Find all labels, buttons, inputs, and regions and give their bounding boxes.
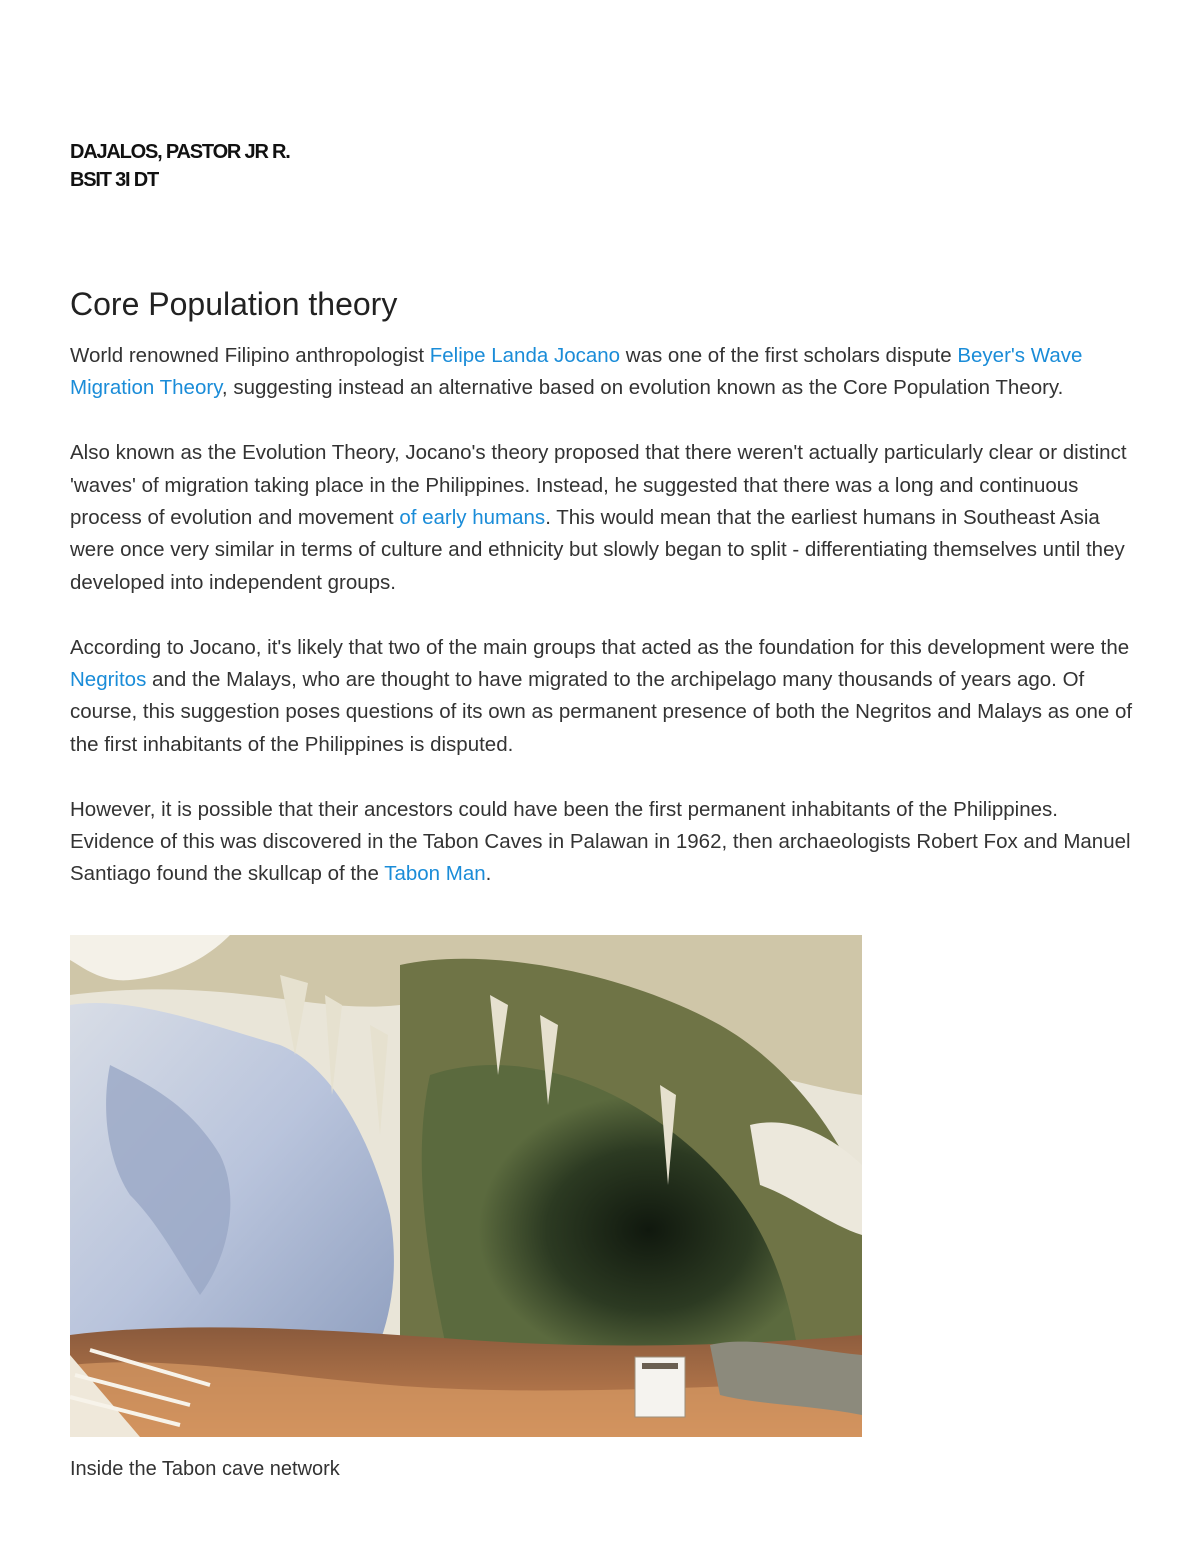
link-early-humans[interactable]: of early humans: [399, 506, 546, 530]
paragraph-text: However, it is possible that their ancestors could have been the first permanent inhabitants of the Philippines. Evidence of this was discovered in the Tabon Caves in Palawan in 1962, then archaeologists Robert Fox and Manuel Santiago found the skullcap of the: [70, 797, 1131, 886]
author-block: [70, 138, 290, 194]
link-tabon-man[interactable]: Tabon Man: [384, 862, 486, 886]
link-negritos[interactable]: Negritos: [70, 668, 147, 692]
article-body: [70, 340, 1140, 891]
paragraph-1: [70, 340, 1140, 405]
paragraph-text: was one of the first scholars dispute: [620, 344, 958, 367]
link-beyers-wave-migration-theory[interactable]: Beyer's Wave Migration Theory: [70, 344, 1083, 400]
tabon-cave-photo: [70, 935, 862, 1437]
link-felipe-landa-jocano[interactable]: Felipe Landa Jocano: [429, 344, 621, 367]
paragraph-text: World renowned Filipino anthropologist: [70, 344, 430, 367]
paragraph-text: , suggesting instead an alternative based on evolution known as the Core Population Theory.: [221, 376, 1064, 400]
photo-caption: Inside the Tabon cave network: [70, 1458, 340, 1480]
paragraph-text: Also known as the Evolution Theory, Jocano's theory proposed that there weren't actually particularly clear or distinct 'waves' of migration taking place in the Philippines. Instead, he suggested that there was a long and continuous process of evolution and movement: [70, 441, 1127, 530]
author-section: BSIT 3I DT: [70, 169, 159, 191]
paragraph-text: According to Jocano, it's likely that two of the main groups that acted as the foundation for this development were the: [70, 635, 1130, 659]
paragraph-3: [70, 632, 1140, 762]
author-name: DAJALOS, PASTOR JR R.: [70, 141, 290, 163]
paragraph-text: . This would mean that the earliest humans in Southeast Asia were once very similar in terms of culture and ethnicity but slowly began to split - differentiating themselves until they developed into independent groups.: [70, 506, 1125, 594]
paragraph-text: and the Malays, who are thought to have migrated to the archipelago many thousands of years ago. Of course, this suggestion poses questions of its own as permanent presence of both the Negritos and Malays as one of the first inhabitants of the Philippines is disputed.: [70, 668, 1133, 756]
paragraph-2: [70, 437, 1140, 599]
paragraph-4: [70, 794, 1140, 891]
page-title: Core Population theory: [70, 286, 398, 322]
paragraph-text: .: [485, 862, 492, 886]
